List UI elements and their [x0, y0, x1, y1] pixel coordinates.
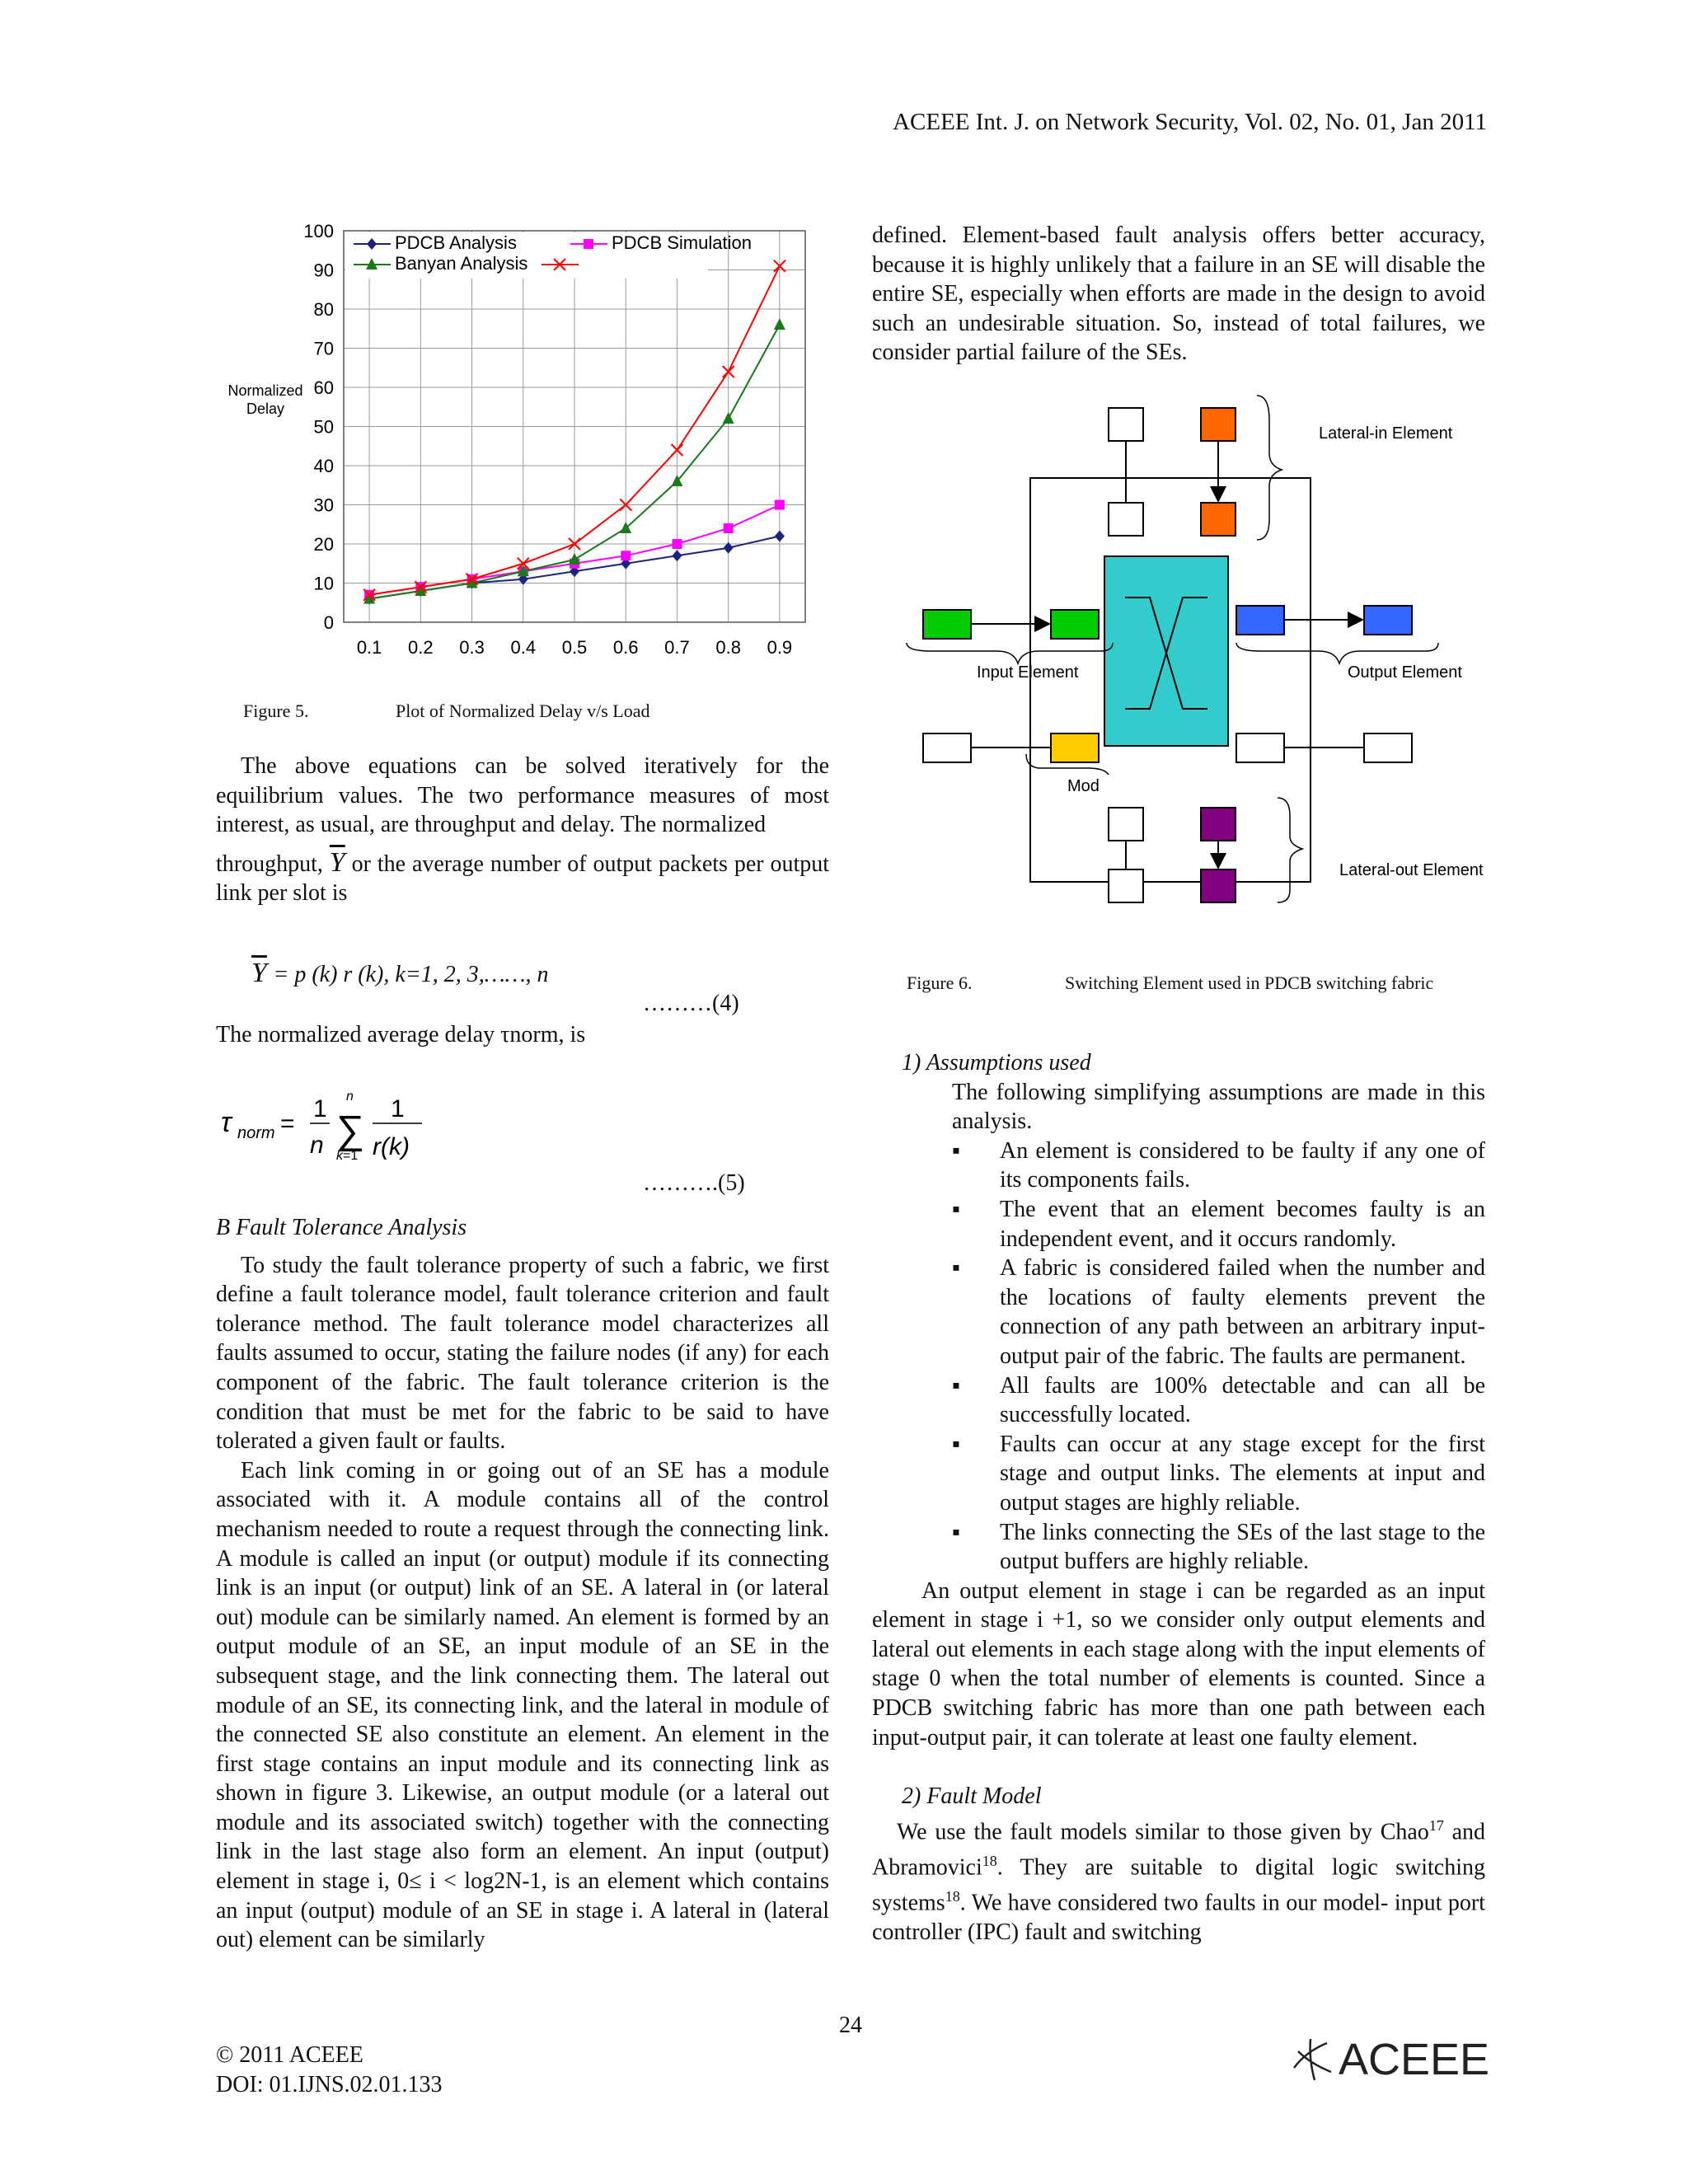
x-tick-label: 0.8 — [715, 637, 741, 658]
svg-text:n: n — [346, 1090, 354, 1104]
lateral-in-label: Lateral-in Element — [1319, 424, 1453, 443]
x-tick-label: 0.3 — [459, 637, 485, 658]
left-column-lower — [216, 1213, 829, 1955]
paragraph: The normalized average delay τnorm, is — [216, 1022, 586, 1047]
y-tick-label: 20 — [313, 534, 334, 555]
y-bar-symbol: $\overline{Y}$ — [251, 958, 267, 988]
lateral-out-module — [1201, 808, 1236, 841]
equation-5-number: ……….(5) — [643, 1170, 745, 1196]
delay-load-chart — [216, 218, 826, 672]
paragraph: defined. Element-based fault analysis offers better accuracy, because it is highly unlikely that a failure in an SE will disable the entire SE, especially when efforts are made in the design to avoid such an undesirable situation. So, instead of total failures, we consider partial failure of the SEs. — [872, 223, 1485, 366]
list-item: ▪ The links connecting the SEs of the last stage to the output buffers are highly reliable. — [952, 1518, 1485, 1577]
svg-text:n: n — [310, 1132, 324, 1159]
paragraph: An output element in stage i can be regarded as an input element in stage i +1, so we consider only output elements and lateral out elements in each stage along with the input elements of stage 0 when the total number of elements is counted. Since a PDCB switching fabric has more than one path between each input-output pair, it can tolerate at least one faulty element. — [872, 1577, 1485, 1750]
y-axis-label: Normalized Delay — [227, 382, 303, 417]
svg-text:∑: ∑ — [336, 1108, 365, 1152]
text-span: or the average number of output packets per output link per slot is — [216, 851, 830, 907]
data-point — [775, 531, 785, 542]
x-tick-label: 0.5 — [561, 637, 588, 658]
y-tick-label: 10 — [313, 573, 334, 594]
equation-4-number: ………(4) — [643, 991, 739, 1016]
aceee-logo — [1286, 2034, 1489, 2085]
data-point — [620, 522, 631, 533]
list-item: ▪ An element is considered to be faulty if any one of its components fails. — [952, 1137, 1485, 1195]
lateral-in-module — [1201, 408, 1236, 441]
paragraph: To study the fault tolerance property of such a fabric, we first define a fault tolerance model, fault tolerance criterion and fault tolerance method. The fault tolerance model characterizes all faults assumed to occur, stating the failure nodes (if any) for each component of the fabric. The fault tolerance criterion is the condition that must be met for the fabric to be said to have tolerated a given fault or faults. — [216, 1252, 829, 1455]
equation-5 — [216, 1084, 463, 1174]
lateral-out-label: Lateral-out Element — [1339, 861, 1484, 879]
list-item: ▪ A fabric is considered failed when the number and the locations of faulty elements prevent the connection of any path between an arbitrary input-output pair of the fabric. The faults are permanent. — [952, 1254, 1485, 1371]
figure-5-label: Figure 5. — [243, 701, 309, 721]
list-item: ▪ The event that an element becomes faulty is an independent event, and it occurs randomly. — [952, 1195, 1485, 1254]
data-point — [672, 550, 682, 561]
data-point — [724, 523, 734, 533]
input-module — [923, 610, 971, 639]
text-span: throughput, — [216, 851, 323, 877]
journal-header: ACEEE Int. J. on Network Security, Vol. 02, No. 01, Jan 2011 — [893, 109, 1487, 135]
y-bar-symbol: $\overline{Y}$ — [329, 846, 345, 878]
doi: DOI: 01.IJNS.02.01.133 — [216, 2072, 443, 2097]
y-tick-label: 70 — [313, 338, 334, 359]
figure-6-caption — [907, 972, 1484, 994]
data-point — [672, 539, 682, 549]
output-module — [1236, 606, 1284, 635]
list-item: ▪ All faults are 100% detectable and can all be successfully located. — [952, 1371, 1485, 1430]
figure-5-text: Plot of Normalized Delay v/s Load — [395, 701, 650, 721]
assumption-list — [952, 1137, 1485, 1577]
list-item: ▪ Faults can occur at any stage except for the first stage and output links. The elements at input and output stages are highly reliable. — [952, 1430, 1485, 1518]
x-tick-label: 0.6 — [612, 637, 639, 658]
svg-text:norm: norm — [237, 1124, 275, 1142]
svg-text:1: 1 — [313, 1095, 327, 1122]
page-number: 24 — [839, 2013, 862, 2038]
y-tick-label: 40 — [313, 456, 334, 476]
x-tick-label: 0.2 — [408, 637, 434, 658]
figure-6-text: Switching Element used in PDCB switching fabric — [1065, 972, 1434, 993]
figure-5-caption — [243, 701, 650, 722]
legend-marker — [584, 239, 593, 249]
equation-4 — [251, 958, 548, 989]
section-heading: B Fault Tolerance Analysis — [216, 1215, 467, 1240]
mod-label: Mod — [1067, 777, 1100, 795]
y-tick-label: 0 — [323, 612, 334, 633]
data-point — [774, 318, 785, 330]
x-tick-label: 0.7 — [664, 637, 690, 658]
svg-text:1: 1 — [391, 1095, 405, 1122]
aceee-logo-icon — [1286, 2035, 1335, 2084]
copyright: © 2011 ACEEE — [216, 2042, 363, 2068]
svg-text:k=1: k=1 — [336, 1149, 359, 1163]
paragraph: Each link coming in or going out of an SE has a module associated with it. A module contains all of the control mechanism needed to route a request through the connecting link. A module is called an input (or output) module if its connecting link is an input (or output) link of an SE. A lateral in (or lateral out) module can be similarly named. An element is formed by an output module of an SE, an input module of an SE in the subsequent stage, and the link connecting them. The lateral out module of an SE, its connecting link, and the lateral in module of the connected SE also constitute an element. An element in the first stage contains an input module and its connecting link as shown in figure 3. Likewise, an output module (or a lateral out module and its associated switch) together with the connecting link in the last stage also form an element. An input (output) element in stage i, 0≤ i < log2N-1, is an element which contains an input (output) module of an SE in stage i. A lateral in (lateral out) element can be similarly — [216, 1457, 829, 1953]
right-column-top — [872, 221, 1485, 368]
svg-text:τ: τ — [221, 1107, 232, 1138]
y-tick-label: 80 — [313, 299, 334, 320]
paragraph: The above equations can be solved iteratively for the equilibrium values. The two performance measures of most interest, as usual, are throughput and delay. The normalized — [216, 753, 829, 838]
svg-text:r(k): r(k) — [373, 1133, 410, 1160]
right-column-lower — [872, 1048, 1485, 1947]
legend-label: PDCB Analysis — [395, 232, 517, 253]
y-tick-label: 90 — [313, 260, 334, 281]
mod-module — [1051, 733, 1099, 762]
paragraph: The following simplifying assumptions are made in this analysis. — [952, 1079, 1485, 1135]
aceee-logo-text: ACEEE — [1339, 2035, 1490, 2084]
y-tick-label: 30 — [313, 494, 334, 516]
data-point — [775, 500, 785, 510]
legend-label: Banyan Analysis — [395, 253, 528, 274]
output-label: Output Element — [1348, 663, 1462, 682]
section-heading: 2) Fault Model — [902, 1783, 1042, 1810]
x-tick-label: 0.1 — [356, 637, 382, 658]
legend-label: PDCB Simulation — [612, 232, 752, 253]
paragraph: We use the fault models similar to those given by Chao$^{17}$ and Abramovici$^{18}$. They are suitable to digital logic switching systems$^{18}$. We have considered two faults in our model- input port controller (IPC) fault and switching — [872, 1816, 1485, 1945]
equation-4-rhs: = p (k) r (k), k=1, 2, 3,……, n — [273, 962, 549, 987]
data-point — [723, 412, 734, 424]
y-tick-label: 100 — [303, 221, 334, 241]
section-heading: 1) Assumptions used — [902, 1050, 1091, 1076]
switching-element-diagram — [898, 387, 1484, 907]
y-tick-label: 60 — [313, 377, 334, 398]
figure-6-label: Figure 6. — [907, 972, 973, 993]
y-tick-label: 50 — [313, 416, 334, 438]
svg-text:=: = — [280, 1110, 295, 1137]
data-point — [621, 551, 631, 560]
x-tick-label: 0.9 — [767, 637, 793, 658]
input-label: Input Element — [977, 663, 1079, 682]
x-tick-label: 0.4 — [510, 637, 537, 658]
left-column — [216, 752, 829, 908]
